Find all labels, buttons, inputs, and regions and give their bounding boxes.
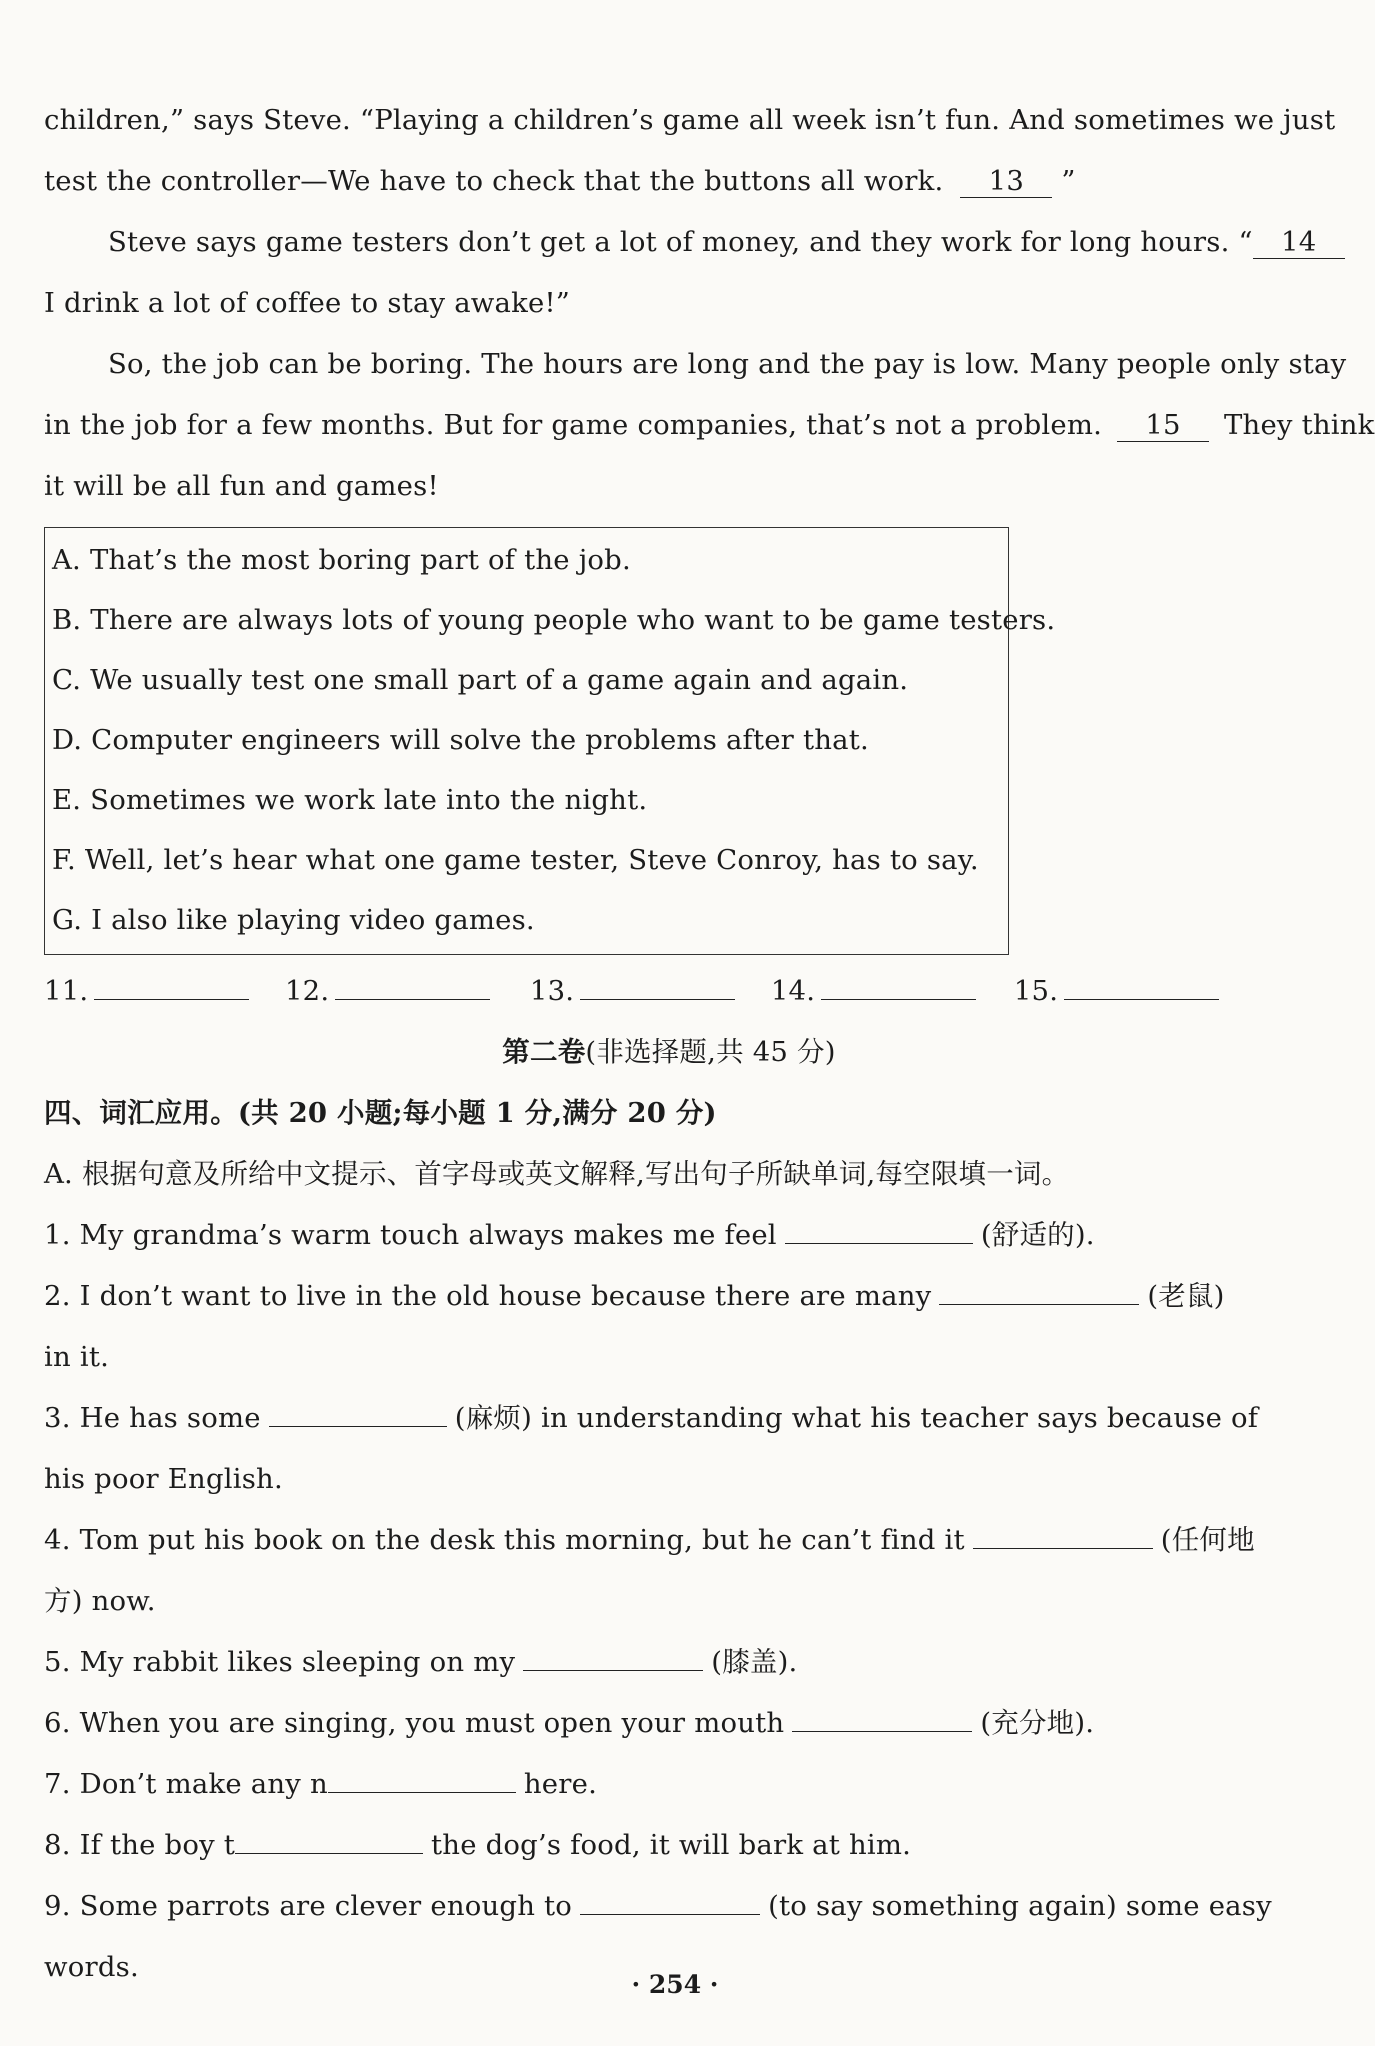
answer-blank[interactable] (792, 1705, 972, 1732)
hint: (任何地 (1160, 1524, 1255, 1556)
text: children,” says Steve. “Playing a children’s game all week isn’t fun. And sometimes we just (44, 104, 1336, 136)
answer-blank[interactable] (939, 1278, 1139, 1305)
answer-label: 15. (1013, 975, 1059, 1007)
text: I drink a lot of coffee to stay awake!” (44, 287, 570, 319)
document-page (44, 90, 1375, 1998)
question-1 (44, 1205, 1294, 1266)
question-text: 4. Tom put his book on the desk this morning, but he can’t find it (44, 1524, 965, 1556)
blank-14: 14 (1253, 227, 1345, 259)
question-text: 8. If the boy t (44, 1829, 236, 1861)
question-2 (44, 1266, 1294, 1327)
question-6 (44, 1693, 1294, 1754)
option-c: C. We usually test one small part of a game again and again. (52, 664, 909, 696)
hint: (舒适的). (980, 1219, 1095, 1251)
option-e: E. Sometimes we work late into the night. (52, 784, 648, 816)
answer-blank[interactable] (973, 1522, 1153, 1549)
question-9 (44, 1876, 1294, 1937)
passage-line (44, 273, 1294, 334)
hint: here. (523, 1768, 598, 1800)
text: ” (1061, 165, 1076, 197)
question-8 (44, 1815, 1294, 1876)
option-a: A. That’s the most boring part of the job. (52, 544, 631, 576)
blank-15: 15 (1117, 410, 1209, 442)
question-7 (44, 1754, 1294, 1815)
answer-11[interactable] (44, 961, 276, 1022)
question-text: 5. My rabbit likes sleeping on my (44, 1646, 516, 1678)
question-text: 9. Some parrots are clever enough to (44, 1890, 573, 1922)
question-text: 2. I don’t want to live in the old house because there are many (44, 1280, 932, 1312)
section-title-rest: (非选择题,共 45 分) (585, 1036, 836, 1068)
passage-line (44, 456, 1294, 517)
question-text: 7. Don’t make any n (44, 1768, 328, 1800)
answer-label: 11. (44, 975, 89, 1007)
passage-line (44, 151, 1294, 212)
question-9-cont: words. (44, 1951, 139, 1983)
text: test the controller—We have to check that the buttons all work. (44, 165, 944, 197)
question-4-cont: 方) now. (44, 1585, 156, 1617)
question-2-cont: in it. (44, 1341, 110, 1373)
question-text: 1. My grandma’s warm touch always makes me feel (44, 1219, 777, 1251)
question-3 (44, 1388, 1294, 1449)
hint: the dog’s food, it will bark at him. (431, 1829, 912, 1861)
page-number: · 254 · (631, 1970, 719, 1999)
passage-line (44, 212, 1317, 273)
text: They think (1224, 409, 1375, 441)
question-4 (44, 1510, 1294, 1571)
answer-blank[interactable] (580, 1888, 760, 1915)
hint: (to say something again) some easy (768, 1890, 1272, 1922)
part-title: 四、词汇应用。(共 20 小题;每小题 1 分,满分 20 分) (44, 1097, 717, 1129)
answer-blank[interactable] (523, 1644, 703, 1671)
answer-14[interactable] (771, 961, 1005, 1022)
question-5 (44, 1632, 1294, 1693)
hint: (麻烦) in understanding what his teacher says because of (454, 1402, 1259, 1434)
section-title (44, 1022, 1294, 1083)
option-g: G. I also like playing video games. (52, 904, 535, 936)
answer-blank[interactable] (785, 1217, 973, 1244)
passage-line (44, 395, 1375, 456)
answer-blank[interactable] (235, 1827, 423, 1854)
text: Steve says game testers don’t get a lot of money, and they work for long hours. “ (108, 226, 1253, 258)
answer-15[interactable] (1014, 961, 1219, 1022)
instruction: A. 根据句意及所给中文提示、首字母或英文解释,写出句子所缺单词,每空限填一词。 (44, 1158, 1070, 1190)
answer-row (44, 961, 1294, 1022)
question-3-cont: his poor English. (44, 1463, 283, 1495)
text: So, the job can be boring. The hours are long and the pay is low. Many people only stay (108, 348, 1347, 380)
hint: (充分地). (980, 1707, 1095, 1739)
hint: (膝盖). (711, 1646, 798, 1678)
option-b: B. There are always lots of young people who want to be game testers. (52, 604, 1056, 636)
answer-blank[interactable] (328, 1766, 516, 1793)
blank-13: 13 (960, 166, 1052, 198)
passage-line (44, 334, 1347, 395)
answer-label: 14. (770, 975, 816, 1007)
passage-line (44, 90, 1336, 151)
hint: (老鼠) (1147, 1280, 1225, 1312)
option-f: F. Well, let’s hear what one game tester, Steve Conroy, has to say. (52, 844, 979, 876)
section-title-bold: 第二卷 (502, 1036, 586, 1068)
answer-label: 12. (284, 975, 330, 1007)
answer-blank[interactable] (269, 1400, 447, 1427)
answer-13[interactable] (530, 961, 762, 1022)
answer-label: 13. (529, 975, 575, 1007)
options-box (44, 527, 1056, 955)
question-text: 3. He has some (44, 1402, 261, 1434)
option-d: D. Computer engineers will solve the problems after that. (52, 724, 869, 756)
text: it will be all fun and games! (44, 470, 439, 502)
question-text: 6. When you are singing, you must open your mouth (44, 1707, 785, 1739)
answer-12[interactable] (285, 961, 521, 1022)
text: in the job for a few months. But for game companies, that’s not a problem. (44, 409, 1103, 441)
